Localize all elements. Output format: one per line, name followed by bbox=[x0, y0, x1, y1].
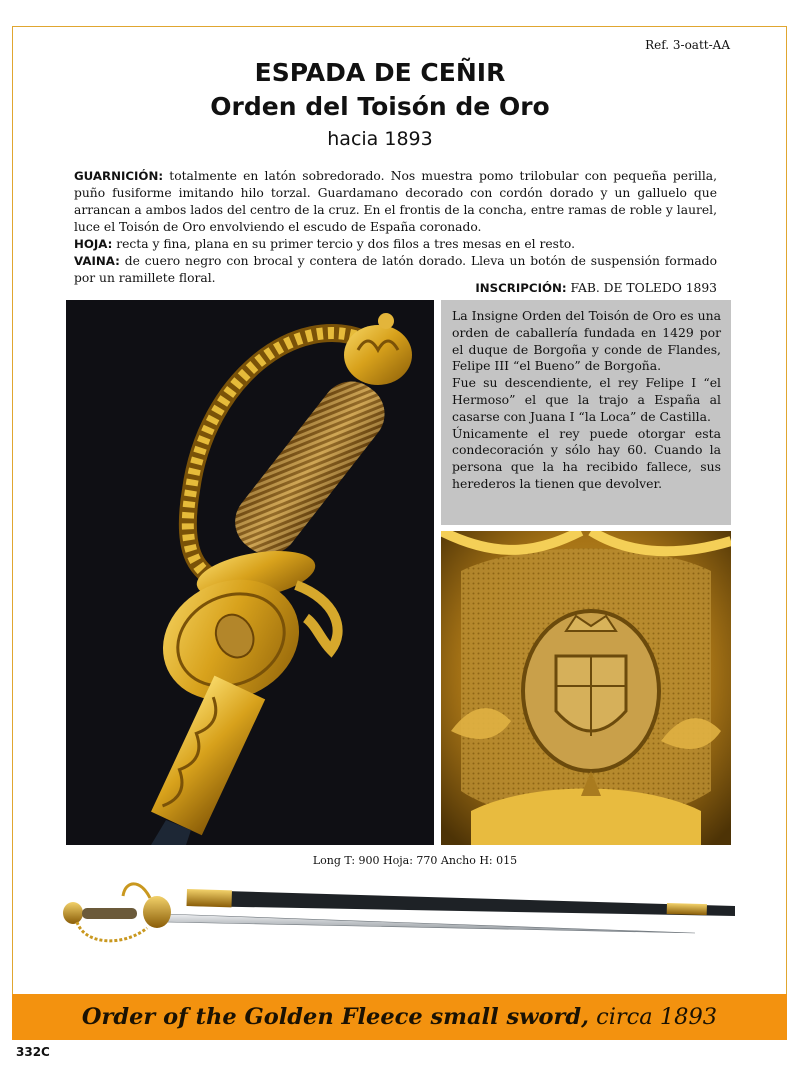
reference-code: Ref. 3-oatt-AA bbox=[645, 38, 730, 52]
history-info-box bbox=[441, 300, 731, 525]
guarnicion-label: GUARNICIÓN: bbox=[74, 169, 164, 183]
vaina-text: de cuero negro con brocal y contera de latón dorado. Lleva un botón de suspensión formado por un ramillete floral. bbox=[74, 254, 717, 285]
hilt-photo bbox=[66, 300, 434, 845]
dimensions-caption: Long T: 900 Hoja: 770 Ancho H: 015 bbox=[312, 854, 518, 867]
sword-and-scabbard-illustration bbox=[55, 876, 755, 951]
guarnicion-paragraph bbox=[74, 168, 717, 236]
page-subtitle: Orden del Toisón de Oro bbox=[210, 92, 550, 121]
info-paragraph: Fue su descendiente, el rey Felipe I “el Hermoso” el que la trajo a España al casarse con Juana I “la Loca” de Castilla. bbox=[452, 375, 721, 424]
vaina-label: VAINA: bbox=[74, 254, 120, 268]
guarnicion-text: totalmente en latón sobredorado. Nos muestra pomo trilobular con pequeña perilla, puño fusiforme imitando hilo torzal. Guardamano decorado con cordón dorado y un galluelo que arrancan a ambos lados del centro de la cruz. En el frontis de la concha, entre ramas de roble y laurel, luce el Toisón de Oro envolviendo el escudo de España coronado. bbox=[74, 169, 717, 234]
page-number: 332C bbox=[16, 1045, 50, 1059]
english-title-banner bbox=[12, 994, 787, 1040]
hilt-illustration bbox=[66, 300, 434, 845]
hoja-paragraph bbox=[74, 236, 717, 253]
description bbox=[74, 168, 717, 287]
hoja-label: HOJA: bbox=[74, 237, 113, 251]
coat-of-arms-illustration bbox=[441, 531, 731, 845]
page-date: hacia 1893 bbox=[327, 128, 433, 150]
page-title: ESPADA DE CEÑIR bbox=[254, 58, 506, 87]
inscription-label: INSCRIPCIÓN: bbox=[475, 281, 567, 295]
inscription-text: FAB. DE TOLEDO 1893 bbox=[566, 281, 717, 295]
hoja-text: recta y fina, plana en su primer tercio y dos filos a tres mesas en el resto. bbox=[112, 237, 575, 251]
inscription bbox=[475, 281, 717, 295]
info-paragraph: Únicamente el rey puede otorgar esta condecoración y sólo hay 60. Cuando la persona que la ha recibido fallece, sus herederos la tienen que devolver. bbox=[452, 425, 721, 491]
coat-of-arms-detail-photo bbox=[441, 531, 731, 845]
banner-italic-text: circa 1893 bbox=[588, 1004, 718, 1030]
full-sword-photo bbox=[55, 876, 755, 951]
banner-bold-text: Order of the Golden Fleece small sword, bbox=[81, 1004, 589, 1030]
info-paragraph: La Insigne Orden del Toisón de Oro es una orden de caballería fundada en 1429 por el duque de Borgoña y conde de Flandes, Felipe III “el Bueno” de Borgoña. bbox=[452, 308, 721, 374]
